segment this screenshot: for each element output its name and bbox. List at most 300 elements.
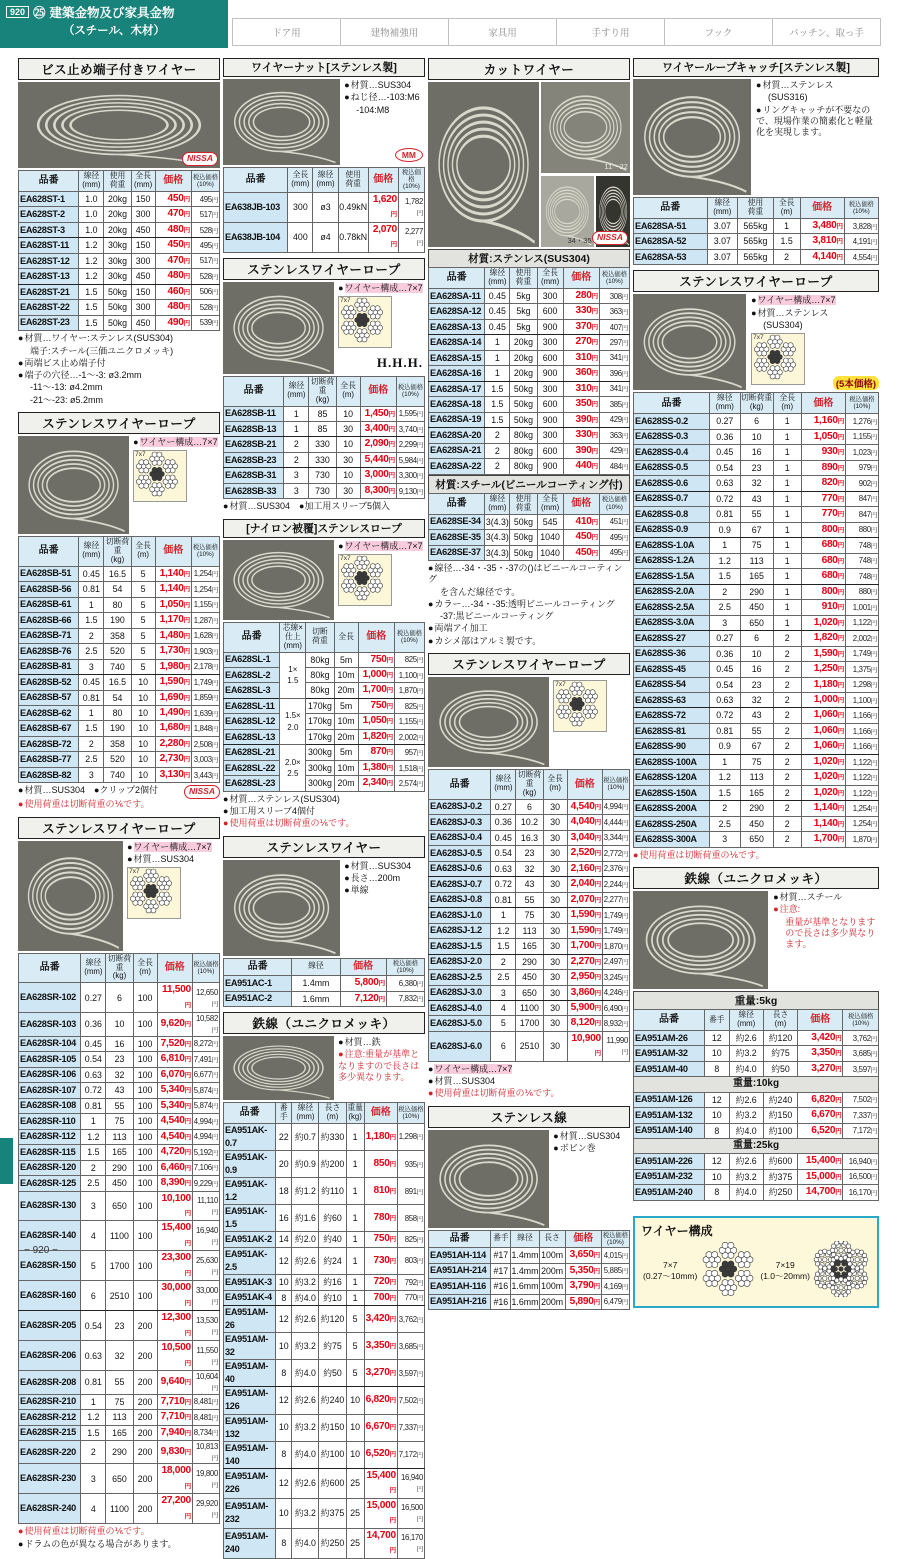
yen-suffix: 円: [378, 995, 385, 1003]
price-cell: 1,590円: [567, 908, 602, 923]
spec-cell: 約75: [319, 1333, 346, 1360]
spec-cell: #16: [491, 1294, 511, 1309]
wirebox-label: 7×19 (1.0～20mm): [760, 1260, 810, 1282]
spec-cell: 1.2: [81, 1410, 106, 1425]
bullet-icon: ●: [344, 80, 350, 90]
spec-cell: 約110: [319, 1178, 346, 1205]
spec-cell: 30: [543, 846, 567, 861]
wire-construction-diagram: [127, 867, 181, 919]
yen-suffix: 円: [184, 1359, 191, 1367]
tax-price-cell: 29,920円: [192, 1494, 219, 1524]
spec-cell: 1.5: [79, 284, 104, 299]
yen-suffix: 円: [183, 570, 190, 578]
price-cell: 1,020円: [801, 754, 845, 769]
tax-price-cell: 1,870円: [602, 939, 629, 954]
part-number-cell: EA628SA-53: [634, 249, 708, 264]
column-header: 税込価格 (10%): [397, 1103, 424, 1124]
yen-suffix: 円: [388, 472, 395, 480]
product-photo-area: [633, 294, 879, 390]
spec-cell: 0.45: [485, 288, 510, 303]
spec-cell: 約4.0: [729, 1061, 763, 1076]
yen-suffix: 円: [591, 339, 598, 347]
price-cell: 8,390円: [157, 1176, 192, 1191]
yen-suffix: 円: [389, 1215, 396, 1223]
spec-cell: 5: [131, 613, 155, 628]
spec-cell: 10: [705, 1169, 730, 1184]
table-row: [429, 1031, 630, 1061]
tab-4[interactable]: フック: [664, 18, 773, 46]
column-header: 使用 荷重: [738, 198, 774, 219]
spec-cell: 2.5: [81, 1176, 106, 1191]
price-cell: 1,000円: [801, 692, 845, 707]
material-band: 材質:ステンレス(SUS304): [428, 249, 630, 267]
spec-cell: 約200: [319, 1151, 346, 1178]
tax-price-cell: 3,762円: [397, 1306, 424, 1333]
part-number-cell: EA628ST-1: [19, 191, 79, 206]
column-header: 価格: [563, 268, 599, 289]
tax-price-cell: 1,155円: [394, 714, 424, 729]
diagram-label: 7x7: [340, 296, 351, 304]
spec-cell: 1.5: [485, 412, 510, 427]
spec-cell: 75: [516, 908, 543, 923]
part-number-cell: EA951AM-32: [224, 1333, 276, 1360]
price-cell: 270円: [563, 335, 599, 350]
yen-suffix: 円: [621, 1021, 628, 1029]
spec-cell: 0.27: [709, 631, 740, 646]
yen-suffix: 円: [837, 774, 844, 782]
tax-price-cell: 7,502円: [843, 1092, 879, 1107]
yen-suffix: 円: [835, 1065, 842, 1073]
part-number-cell: EA628SB-82: [19, 767, 79, 782]
part-number-cell: EA628SJ-0.3: [429, 815, 491, 830]
table-row: [429, 1294, 630, 1309]
spec-cell: 約3.2: [729, 1169, 763, 1184]
price-cell: 3,350円: [364, 1333, 397, 1360]
table-header-row: [19, 953, 220, 983]
part-number-cell: EA628SS-0.8: [634, 507, 710, 522]
price-cell: 1,380円: [358, 760, 394, 775]
yen-suffix: 円: [389, 1342, 396, 1350]
yen-suffix: 円: [211, 242, 218, 250]
part-number-cell: EA628ST-12: [19, 253, 79, 268]
spec-cell: 100: [133, 1083, 157, 1098]
yen-suffix: 円: [870, 223, 877, 231]
rope-cross-section-icon: [554, 714, 600, 731]
yen-suffix: 円: [870, 821, 877, 829]
spec-cell: 5m: [334, 745, 358, 760]
tax-price-cell: 847円: [845, 507, 878, 522]
part-number-cell: EA628SS-90: [634, 739, 710, 754]
yen-suffix: 円: [183, 694, 190, 702]
spec-cell: 1.6mm: [511, 1279, 539, 1294]
tax-price-cell: 7,491円: [192, 1052, 219, 1067]
part-number-cell: EA628SR-104: [19, 1036, 81, 1051]
yen-suffix: 円: [416, 672, 423, 680]
spec-cell: 600: [537, 397, 563, 412]
column-header: 価格: [155, 171, 191, 192]
bullet-icon: ●: [428, 1063, 434, 1074]
spec-cell: 約2.6: [729, 1030, 763, 1045]
tab-5[interactable]: パッチン、取っ手: [772, 18, 881, 46]
part-number-cell: EA628SR-205: [19, 1311, 81, 1341]
section-title: ワイヤーナット[ステンレス製]: [223, 58, 425, 77]
note-line: [633, 850, 879, 861]
note-text: 長さ…200m: [350, 872, 401, 883]
part-number-cell: EA628SS-0.2: [634, 414, 710, 429]
spec-cell: 2: [485, 459, 510, 474]
yen-suffix: 円: [835, 1050, 842, 1058]
yen-suffix: 円: [837, 495, 844, 503]
yen-suffix: 円: [835, 1034, 842, 1042]
spec-cell: 1.2: [79, 238, 104, 253]
note-line: [18, 346, 220, 357]
tax-price-cell: 4,169円: [601, 1279, 629, 1294]
tax-price-cell: 1,254円: [191, 566, 219, 581]
note-text: 両端アイ加工: [434, 623, 488, 634]
part-number-cell: EA628SB-76: [19, 644, 79, 659]
spec-cell: 約2.6: [292, 1247, 319, 1274]
spec-cell: 450: [516, 970, 543, 985]
note-text: 重量が基準となりますので長さは多少異なります。: [785, 916, 876, 950]
part-number-cell: EA628SB-31: [224, 468, 284, 483]
part-number-cell: EA638JB-103: [224, 192, 288, 222]
note-line: [756, 92, 879, 103]
note-text: ドラムの色が異なる場合があります。: [24, 1538, 177, 1549]
section-title: ビス止め端子付きワイヤー: [18, 58, 220, 80]
yen-suffix: 円: [591, 518, 598, 526]
spec-cell: 約16: [319, 1275, 346, 1290]
spec-cell: 2: [81, 1160, 106, 1175]
price-cell: 3,790円: [565, 1279, 601, 1294]
table-row: [224, 1360, 425, 1387]
table-row: [429, 514, 630, 529]
yen-suffix: 円: [184, 1040, 191, 1048]
spec-cell: 約150: [763, 1108, 797, 1123]
table-row: [634, 507, 879, 522]
spec-cell: 400: [288, 222, 313, 252]
table-row: [429, 1000, 630, 1015]
note-text: 使用荷重は切断荷重の⅙です。: [639, 849, 765, 860]
part-number-cell: EA628SB-57: [19, 690, 79, 705]
yen-suffix: 円: [594, 819, 601, 827]
yen-suffix: 円: [416, 1546, 423, 1554]
spec-cell: 0.45: [485, 304, 510, 319]
spec-cell: 6: [491, 1031, 516, 1061]
spec-cell: 10: [131, 752, 155, 767]
spec-cell: 1.2: [79, 253, 104, 268]
bullet-icon: ●: [773, 904, 779, 915]
column-header: 切断荷重 (kg): [106, 953, 133, 983]
spec-cell: 1: [773, 584, 801, 599]
note-text: -21～-23: ø5.2mm: [30, 394, 104, 405]
price-cell: 2,730円: [155, 752, 191, 767]
photo-side-notes: [344, 861, 425, 898]
product-photo-area: [633, 79, 879, 195]
product-photo: [541, 82, 630, 173]
tax-price-cell: 1,166円: [845, 708, 878, 723]
yen-suffix: 円: [211, 212, 218, 220]
tax-price-cell: 16,170円: [843, 1185, 879, 1200]
note-line: [344, 92, 425, 103]
spec-cell: 113: [106, 1129, 133, 1144]
yen-suffix: 円: [837, 588, 844, 596]
yen-suffix: 円: [837, 480, 844, 488]
yen-suffix: 円: [621, 819, 628, 827]
table-row: [634, 218, 879, 233]
spec-cell: 6: [516, 799, 543, 814]
table-row: [634, 1077, 879, 1092]
yen-suffix: 円: [837, 820, 844, 828]
spec-cell: 100: [133, 1114, 157, 1129]
spec-cell: 1: [284, 406, 309, 421]
price-cell: 6,670円: [364, 1414, 397, 1441]
yen-suffix: 円: [591, 432, 598, 440]
yen-suffix: 円: [211, 1118, 218, 1126]
spec-cell: 730: [309, 468, 336, 483]
bullet-icon: ●: [18, 333, 24, 344]
spec-cell: 2: [491, 954, 516, 969]
bullet-icon: ●: [773, 892, 779, 903]
bullet-icon: ●: [344, 860, 350, 871]
table-row: [19, 1371, 220, 1394]
table-row: [634, 1154, 879, 1169]
tax-price-cell: 1,155円: [845, 429, 878, 444]
yen-suffix: 円: [389, 1188, 396, 1196]
part-number-cell: EA628SB-13: [224, 421, 284, 436]
price-cell: 4,040円: [567, 815, 602, 830]
yen-suffix: 円: [211, 227, 218, 235]
tax-price-cell: 6,677円: [192, 1067, 219, 1082]
table-row: [224, 1205, 425, 1232]
table-row: [19, 628, 220, 643]
yen-suffix: 円: [416, 1452, 423, 1460]
spec-cell: 1.2: [491, 923, 516, 938]
yen-suffix: 円: [870, 682, 877, 690]
yen-suffix: 円: [211, 741, 218, 749]
yen-suffix: 円: [416, 750, 423, 758]
column-header: 品番: [224, 376, 284, 406]
price-cell: 2,070円: [567, 892, 602, 907]
spec-cell: 30: [543, 892, 567, 907]
section-notes: [633, 850, 879, 861]
spec-cell: 80kg: [510, 428, 537, 443]
tab-0[interactable]: ドア用: [232, 18, 341, 46]
tax-price-cell: 517円: [191, 253, 219, 268]
yen-suffix: 円: [416, 1516, 423, 1524]
column-header: 全長 (m): [773, 393, 801, 414]
part-number-cell: EA628ST-21: [19, 284, 79, 299]
spec-cell: 2.5: [79, 752, 104, 767]
tax-price-cell: 4,994円: [192, 1114, 219, 1129]
part-number-cell: EA628SA-18: [429, 397, 485, 412]
price-cell: 15,400円: [798, 1154, 843, 1169]
yen-suffix: 円: [184, 1398, 191, 1406]
spec-cell: 200: [133, 1441, 157, 1464]
spec-cell: 1: [346, 1232, 364, 1247]
part-number-cell: EA628SJ-0.8: [429, 892, 491, 907]
price-cell: 8,300円: [360, 483, 396, 498]
tax-price-cell: 1,298円: [845, 677, 878, 692]
spec-cell: 55: [106, 1098, 133, 1113]
yen-suffix: 円: [837, 573, 844, 581]
spec-cell: 23: [106, 1052, 133, 1067]
yen-suffix: 円: [835, 1189, 842, 1197]
column-header: 税込価格 (10%): [845, 393, 878, 414]
column-header: 価格: [798, 1010, 843, 1031]
price-cell: 15,400円: [157, 1221, 192, 1251]
table-row: [429, 1279, 630, 1294]
note-text: ワイヤー構成…7×7: [434, 1063, 513, 1074]
spec-cell: 0.45: [79, 566, 104, 581]
spec-cell: 22: [276, 1123, 292, 1150]
price-cell: 450円: [155, 191, 191, 206]
tab-1[interactable]: 建物補強用: [340, 18, 449, 46]
spec-cell: 113: [106, 1410, 133, 1425]
yen-suffix: 円: [621, 401, 628, 409]
table-row: [19, 1145, 220, 1160]
price-cell: 1,730円: [155, 644, 191, 659]
yen-suffix: 円: [621, 355, 628, 363]
note-text: ワイヤー構成…7×7: [757, 295, 836, 306]
price-cell: 280円: [563, 288, 599, 303]
spec-cell: 10: [131, 736, 155, 751]
spec-cell: 2: [773, 692, 801, 707]
spec-cell: 0.9: [709, 739, 740, 754]
part-number-cell: EA628SJ-5.0: [429, 1016, 491, 1031]
yen-suffix: 円: [183, 586, 190, 594]
spec-cell: 2.5: [709, 816, 740, 831]
note-line: [18, 370, 220, 381]
table-row: [19, 1013, 220, 1036]
tax-price-cell: 1,276円: [845, 414, 878, 429]
column-header: 全長 (m): [543, 769, 567, 799]
note-text: 加工用スリーブ4個付: [229, 806, 315, 817]
tax-price-cell: 1,254円: [191, 582, 219, 597]
yen-suffix: 円: [593, 1283, 600, 1291]
part-number-cell: EA628SJ-1.0: [429, 908, 491, 923]
yen-suffix: 円: [870, 713, 877, 721]
note-text: 使用荷重は切断荷重の⅙です。: [229, 818, 355, 829]
part-number-cell: EA628ST-3: [19, 222, 79, 237]
tax-price-cell: 25,630円: [192, 1251, 219, 1281]
price-cell: 4,140円: [800, 249, 844, 264]
product-table: [223, 1102, 425, 1559]
spec-cell: 0.54: [709, 677, 740, 692]
bullet-icon: ●: [428, 635, 434, 646]
spec-cell: 75: [106, 1394, 133, 1409]
product-table: [223, 622, 425, 792]
table-row: [429, 443, 630, 458]
note-text: 注意:重量が基準となりますので長さは多少異なります。: [338, 1049, 420, 1082]
note-text: ワイヤー構成…7×7: [139, 436, 218, 447]
brand-logo-wrap: [592, 227, 628, 245]
tab-3[interactable]: 手すり用: [556, 18, 665, 46]
bullet-icon: ●: [18, 799, 24, 810]
rope-cross-section-icon: [700, 1241, 756, 1302]
spec-cell: 1: [773, 569, 801, 584]
tax-price-cell: 891円: [397, 1178, 424, 1205]
table-row: [634, 816, 879, 831]
note-line: [223, 806, 425, 817]
spec-cell: 1: [346, 1178, 364, 1205]
yen-suffix: 円: [211, 1165, 218, 1173]
yen-suffix: 円: [594, 958, 601, 966]
yen-suffix: 円: [211, 1238, 218, 1246]
yen-suffix: 円: [184, 1448, 191, 1456]
spec-cell: 1040: [537, 530, 563, 545]
spec-cell: 50kg: [510, 530, 537, 545]
note-text: -104:M8: [356, 104, 390, 115]
yen-suffix: 円: [591, 534, 598, 542]
spec-cell: 12: [705, 1030, 730, 1045]
part-number-cell: EA628SR-105: [19, 1052, 81, 1067]
column-header: 使用 荷重: [104, 171, 131, 192]
part-number-cell: EA628SA-19: [429, 412, 485, 427]
tax-price-cell: 8,481円: [192, 1410, 219, 1425]
tax-price-cell: 10,813円: [192, 1441, 219, 1464]
column-header: 価格: [157, 953, 192, 983]
table-row: [634, 677, 879, 692]
price-cell: 7,520円: [157, 1036, 192, 1051]
table-row: [429, 304, 630, 319]
yen-suffix: 円: [593, 1267, 600, 1275]
tax-price-cell: 5,984円: [396, 452, 424, 467]
tax-price-cell: 429円: [599, 412, 629, 427]
tax-price-cell: 7,106円: [192, 1160, 219, 1175]
tax-price-cell: 2,244円: [602, 877, 629, 892]
spec-cell: 565kg: [738, 218, 774, 233]
price-cell: 480円: [155, 300, 191, 315]
tax-price-cell: 2,299円: [396, 437, 424, 452]
yen-suffix: 円: [390, 211, 397, 219]
yen-suffix: 円: [591, 354, 598, 362]
price-cell: 810円: [364, 1178, 397, 1205]
catalog-section: [633, 270, 879, 862]
product-table: [18, 536, 220, 784]
note-line: [773, 904, 879, 915]
bullet-icon: ●: [223, 793, 229, 804]
yen-suffix: 円: [416, 1343, 423, 1351]
table-row: [634, 832, 879, 847]
price-cell: 680円: [801, 538, 845, 553]
table-row: [19, 675, 220, 690]
tax-price-cell: 4,994円: [602, 799, 629, 814]
spec-cell: 10: [106, 1013, 133, 1036]
spec-cell: 740: [104, 659, 131, 674]
tab-2[interactable]: 家具用: [448, 18, 557, 46]
table-row: [224, 683, 425, 698]
wire-construction-box: [633, 1216, 879, 1308]
spec-cell: 1.4mm: [511, 1263, 539, 1278]
section-notes: [18, 333, 220, 406]
yen-suffix: 円: [621, 1252, 628, 1260]
bullet-icon: ●: [633, 849, 639, 860]
tax-price-cell: 6,490円: [602, 1000, 629, 1015]
yen-suffix: 円: [416, 1295, 423, 1303]
column-header: 品番: [19, 953, 81, 983]
spec-cell: ø3: [313, 192, 338, 222]
spec-cell: 30: [543, 815, 567, 830]
table-header-row: [429, 1230, 630, 1247]
note-line: [223, 501, 425, 512]
spec-cell: 200: [133, 1371, 157, 1394]
part-number-cell: EA628SA-16: [429, 366, 485, 381]
spec-cell: 200: [133, 1464, 157, 1494]
note-text: 材質…SUS304: [559, 1130, 621, 1141]
spec-cell: 1: [773, 615, 801, 630]
price-cell: 3,040円: [567, 830, 602, 845]
column-header: 品番: [429, 268, 485, 289]
